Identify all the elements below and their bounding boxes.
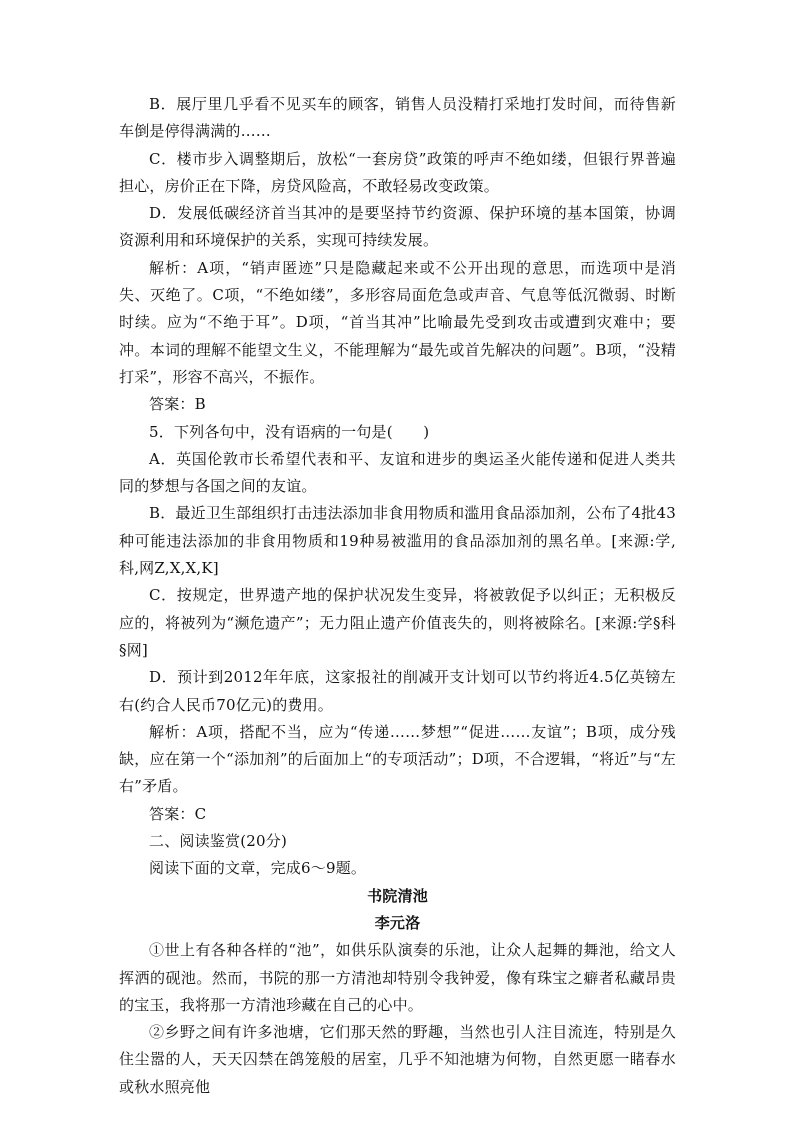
question-5-option-a: A．英国伦敦市长希望代表和平、友谊和进步的奥运圣火能传递和促进人类共同的梦想与各国之间的友谊。: [119, 449, 676, 496]
question-5-option-d: D．预计到2012年年底，这家报社的削减开支计划可以节约将近4.5亿英镑左右(约合人民币70亿元)的费用。: [119, 668, 676, 714]
question-5-option-b: B．最近卫生部组织打击违法添加非食用物质和滥用食品添加剂，公布了4批43种可能违法添加的非食用物质和19种易被滥用的食品添加剂的黑名单。[来源:学,科,网Z,X,X,K]: [119, 504, 676, 578]
document-page: [119, 91, 676, 1101]
option-c-paragraph: C．楼市步入调整期后，放松“一套房贷”政策的呼声不绝如缕，但银行界普遍担心，房价正在下降，房贷风险高，不敢轻易改变政策。: [119, 149, 676, 195]
answer-q5: 答案：C: [149, 804, 207, 823]
essay-title: 书院清池: [367, 886, 428, 905]
essay-author: 李元洛: [374, 913, 421, 932]
section-heading: 二、阅读鉴赏(20分): [149, 832, 287, 851]
question-5-option-c: C．按规定，世界遗产地的保护状况发生变异，将被敦促予以纠正；无积极反应的，将被列为“濒危遗产”；无力阻止遗产价值丧失的，则将被除名。[来源:学§科§网]: [119, 586, 676, 659]
question-5: 5．下列各句中，没有语病的一句是( ): [149, 422, 430, 441]
answer-q4: 答案：B: [149, 395, 206, 414]
analysis-q4: 解析：A项，“销声匿迹”只是隐藏起来或不公开出现的意思，而选项中是消失、灭绝了。C项，“不绝如缕”，多形容局面危急或声音、气息等低沉微弱、时断时续。应为“不绝于耳”。D项，“首当其冲”比喻最先受到攻击或遭到灾难中；要冲。本词的理解不能望文生义，不能理解为“最先或首先解决的问题”。B项，“没精打采”，形容不高兴，不振作。: [119, 258, 676, 386]
essay-paragraph-2: ②乡野之间有许多池塘，它们那天然的野趣，当然也引人注目流连，特别是久住尘嚣的人，天天囚禁在鸽笼般的居室，几乎不知池塘为何物，自然更愿一睹春水或秋水照亮他: [119, 1023, 676, 1096]
option-d-paragraph: D．发展低碳经济首当其冲的是要坚持节约资源、保护环境的基本国策，协调资源利用和环境保护的关系，实现可持续发展。: [119, 204, 676, 250]
analysis-q5: 解析：A项，搭配不当，应为“传递……梦想”“促进……友谊”；B项，成分残缺，应在第一个“添加剂”的后面加上“的专项活动”；D项，不合逻辑，“将近”与“左右”矛盾。: [119, 722, 676, 796]
essay-paragraph-1: ①世上有各种各样的“池”，如供乐队演奏的乐池，让众人起舞的舞池，给文人挥洒的砚池。然而，书院的那一方清池却特别令我钟爱，像有珠宝之癖者私藏昂贵的宝玉，我将那一方清池珍藏在自己的心中。: [119, 941, 676, 1014]
option-b-paragraph: B．展厅里几乎看不见买车的顾客，销售人员没精打采地打发时间，而待售新车倒是停得满满的……: [119, 95, 676, 141]
reading-instruction: 阅读下面的文章，完成6～9题。: [149, 859, 367, 878]
